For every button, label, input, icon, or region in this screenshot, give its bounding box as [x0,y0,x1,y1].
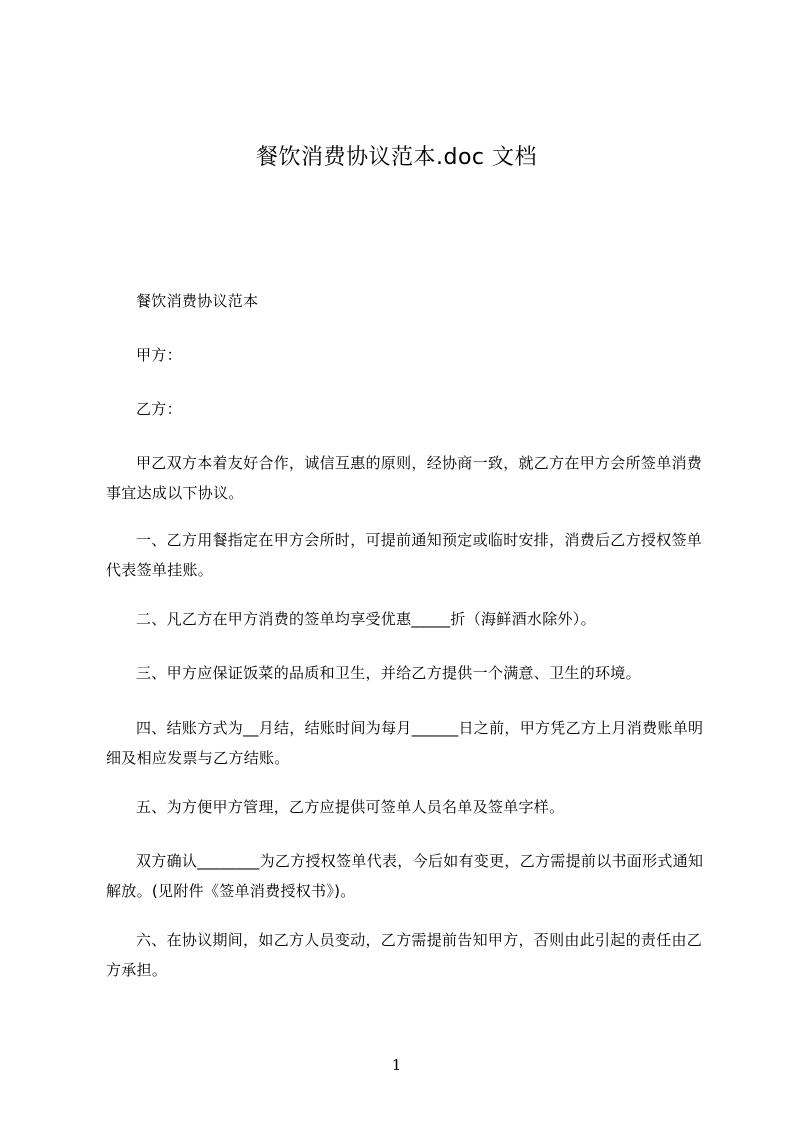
paragraph-clause-2: 二、凡乙方在甲方消费的签单均享受优惠_____折（海鲜酒水除外）。 [136,610,596,628]
paragraph-clause-5: 五、为方便甲方管理，乙方应提供可签单人员名单及签单字样。 [136,798,565,816]
paragraph-clause-1: 一、乙方用餐指定在甲方会所时，可提前通知预定或临时安排，消费后乙方授权签单代表签单挂账。 [106,531,703,579]
paragraph-intro: 甲乙双方本着友好合作，诚信互惠的原则，经协商一致，就乙方在甲方会所签单消费事宜达成以下协议。 [106,454,703,502]
paragraph-clause-3: 三、甲方应保证饭菜的品质和卫生，并给乙方提供一个满意、卫生的环境。 [136,664,641,682]
paragraph-clause-6: 六、在协议期间，如乙方人员变动，乙方需提前告知甲方，否则由此引起的责任由乙方承担。 [106,931,703,979]
paragraph-heading: 餐饮消费协议范本 [136,292,259,310]
paragraph-party-b: 乙方： [136,400,182,418]
document-title: 餐饮消费协议范本.doc 文档 [255,145,537,170]
paragraph-clause-4: 四、结账方式为__月结，结账时间为每月______日之前，甲方凭乙方上月消费账单明细及相应发票与乙方结账。 [106,719,704,767]
paragraph-party-a: 甲方： [136,346,182,364]
paragraph-confirmation: 双方确认________为乙方授权签单代表，今后如有变更，乙方需提前以书面形式通知解放。(见附件《签单消费授权书》)。 [106,852,704,900]
page-number: 1 [391,1056,402,1074]
